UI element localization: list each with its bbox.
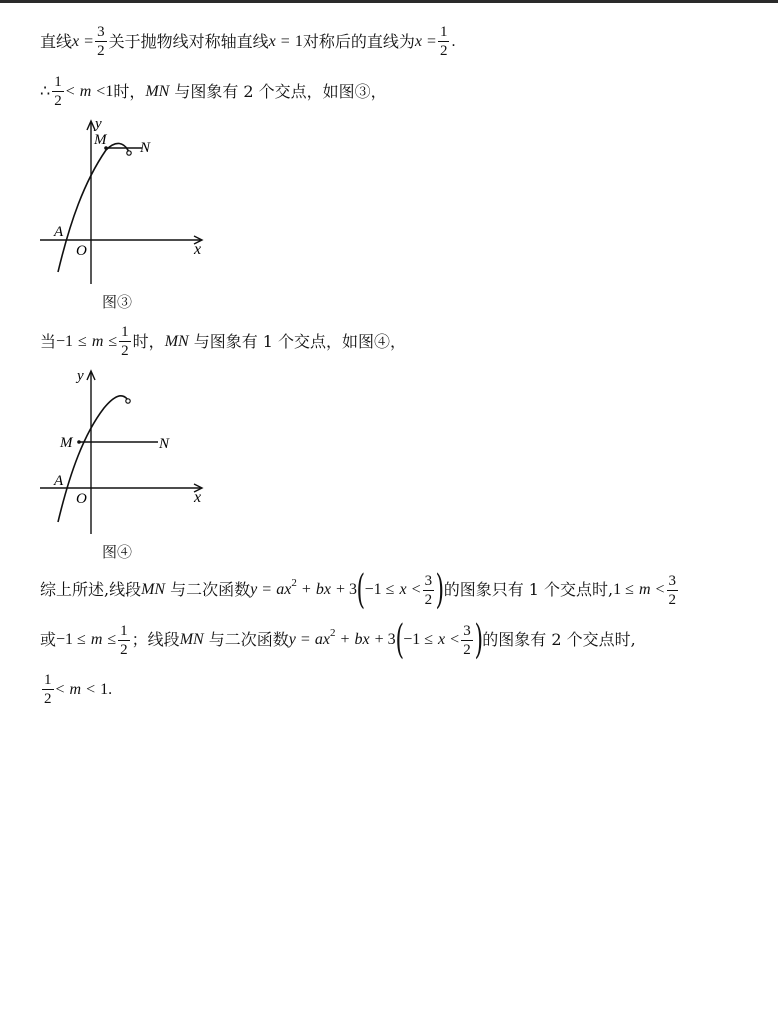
segment-mn: MN — [179, 631, 204, 648]
text: 时， — [113, 81, 146, 101]
solution-line-6 — [40, 672, 112, 707]
less-than: < — [450, 631, 460, 648]
number: 1 — [294, 32, 303, 50]
text: 的图象只有 1 个交点时, — [443, 580, 614, 599]
equals: = — [426, 32, 436, 50]
equals: = — [300, 631, 310, 648]
segment-mn: MN — [164, 332, 189, 350]
equals: = — [262, 581, 272, 598]
number: 1 — [100, 680, 109, 698]
therefore-sign: ∴ — [40, 82, 51, 100]
var-m: m — [91, 332, 104, 350]
number: −1 — [56, 332, 74, 350]
caption-figure-4: 图④ — [102, 543, 133, 561]
segment-mn: MN — [141, 581, 166, 598]
label-a: A — [54, 473, 64, 489]
solution-line-5 — [40, 617, 636, 663]
right-paren: ) — [474, 617, 483, 663]
solution-line-2 — [40, 74, 387, 109]
fraction: $\frac{1}{2}$ — [54, 74, 62, 109]
segment-mn: MN — [145, 82, 170, 100]
term-bx: bx — [354, 631, 370, 648]
caption-figure-3: 图③ — [102, 293, 133, 311]
fraction: $\frac{1}{2}$ — [121, 324, 129, 359]
lower-bound: −1 ≤ — [364, 581, 395, 598]
figure-3-graph — [36, 112, 226, 292]
open-endpoint — [126, 399, 130, 403]
parabola-curve — [58, 143, 129, 272]
var-m: m — [638, 581, 651, 598]
text: 关于抛物线对称轴直线 — [108, 31, 269, 51]
left-paren: ( — [356, 567, 366, 613]
label-origin: O — [76, 491, 87, 507]
open-endpoint — [127, 151, 131, 155]
period: . — [108, 680, 113, 698]
text: 当 — [40, 331, 57, 351]
constant: + 3 — [374, 631, 396, 648]
solution-line-4 — [40, 567, 680, 613]
text: 与二次函数 — [208, 630, 289, 649]
text: 与二次函数 — [170, 580, 251, 599]
fraction: $\frac{1}{2}$ — [439, 24, 448, 59]
less-equal: ≤ — [107, 631, 117, 648]
label-y: y — [95, 116, 102, 132]
exponent: 2 — [329, 627, 336, 639]
text: 或 — [40, 630, 57, 649]
label-n: N — [140, 140, 151, 156]
plus: + — [340, 631, 350, 648]
label-origin: O — [76, 243, 87, 259]
lower-bound: −1 ≤ — [56, 631, 86, 648]
fraction: $\frac{3}{2}$ — [97, 24, 105, 59]
var-x: x — [438, 631, 446, 648]
right-paren: ) — [435, 567, 445, 613]
less-than: < — [55, 680, 65, 698]
term-ax: ax — [276, 581, 292, 598]
lower-bound: −1 ≤ — [403, 631, 434, 648]
fraction: $\frac{3}{2}$ — [668, 572, 677, 608]
text: 的图象有 2 个交点时, — [482, 630, 636, 649]
less-than: < — [86, 680, 96, 698]
var-m: m — [69, 680, 82, 698]
less-than: < — [411, 581, 421, 598]
label-x: x — [194, 241, 202, 258]
less-than: < — [96, 82, 106, 100]
less-equal: ≤ — [108, 332, 118, 350]
label-y: y — [77, 368, 84, 384]
label-x: x — [194, 489, 202, 506]
text: 时， — [132, 331, 165, 351]
fraction: $\frac{3}{2}$ — [424, 572, 433, 608]
label-m: M — [94, 132, 107, 148]
equals: = — [280, 32, 290, 50]
label-n: N — [159, 436, 170, 452]
label-m: M — [60, 435, 73, 451]
number: 1 — [105, 82, 114, 100]
less-than: < — [655, 581, 665, 598]
var-x: x — [268, 32, 276, 50]
text: 与图象有 1 个交点，如图④， — [193, 331, 407, 351]
text: 直线 — [40, 31, 73, 51]
var-y: y — [250, 581, 258, 598]
exponent: 2 — [291, 577, 297, 589]
less-equal: ≤ — [78, 332, 87, 350]
left-paren: ( — [395, 617, 404, 663]
label-a: A — [54, 224, 64, 240]
var-y: y — [288, 631, 296, 648]
var-m: m — [90, 631, 103, 648]
figure-4-graph — [36, 362, 226, 542]
term-bx: bx — [315, 581, 331, 598]
equals: = — [84, 32, 94, 50]
var-x: x — [72, 32, 80, 50]
plus: + — [301, 581, 311, 598]
less-than: < — [65, 82, 75, 100]
solution-line-1 — [40, 24, 455, 59]
term-ax: ax — [314, 631, 330, 648]
var-m: m — [79, 82, 92, 100]
var-x: x — [414, 32, 422, 50]
text: ；线段 — [131, 630, 180, 649]
point-m — [77, 440, 81, 444]
text: 对称后的直线为 — [302, 31, 415, 51]
text: 综上所述,线段 — [40, 580, 142, 599]
top-border — [0, 0, 778, 3]
constant: + 3 — [336, 581, 358, 598]
fraction: $\frac{1}{2}$ — [44, 672, 52, 707]
lower-bound: 1 ≤ — [613, 581, 634, 598]
text: 与图象有 2 个交点，如图③， — [174, 81, 387, 101]
fraction: $\frac{1}{2}$ — [120, 622, 128, 658]
period: . — [451, 32, 456, 50]
fraction: $\frac{3}{2}$ — [463, 622, 471, 658]
var-x: x — [399, 581, 407, 598]
parabola-curve — [58, 396, 128, 522]
solution-line-3 — [40, 324, 406, 359]
